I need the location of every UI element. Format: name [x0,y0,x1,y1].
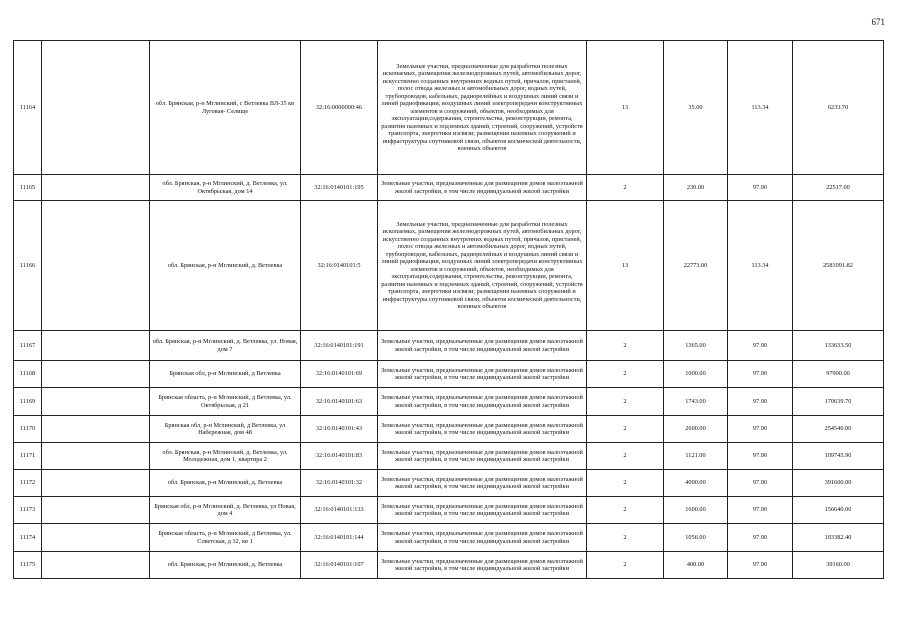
cadastral-value-cell: 170639.70 [793,388,884,416]
land-purpose-cell: Земельные участки, предназначенные для разработки полезных ископаемых, размещения железнодорожных путей, автомобильных дорог, искусственно созданных внутренних водных путей, причалов, пристаней, полос отвода железных и автомобильных дорог, водных путей, трубопроводов, кабельных, радиорелейных и воздушных линий связи и линий радиофикации, воздушных линий электропередачи конструктивных элементов и сооружений, объектов, необходимых для эксплуатации,содержания, строительства, реконструкции, ремонта, развития наземных и подземных зданий, строений, сооружений, устройств транспорта, энергетики изсвязи; размещения наземных сооружений и инфраструктуры спутниковой связи, объектов космической деятельности, военных объектов [378,201,587,331]
cadastral-number-cell: 32:16:0140101:69 [301,361,378,388]
row-number: 11167 [14,331,42,361]
blank-cell [42,201,150,331]
cadastral-number-cell: 32:16:0140101:43 [301,416,378,443]
cadastral-number-cell: 32:16:0140101:63 [301,388,378,416]
group-cell: 2 [587,331,664,361]
area-cell: 230.00 [664,175,728,201]
cadastral-number-cell: 32:16:0140101:133 [301,497,378,524]
cadastral-value-cell: 109745.90 [793,443,884,470]
cadastral-value-cell: 254540.00 [793,416,884,443]
blank-cell [42,552,150,579]
row-number: 11169 [14,388,42,416]
blank-cell [42,331,150,361]
cadastral-value-cell: 103382.40 [793,524,884,552]
cadastral-value-cell: 6233.70 [793,41,884,175]
table-row [14,201,884,331]
land-purpose-cell: Земельные участки, предназначенные для размещения домов малоэтажной жилой застройки, в том числе индивидуальной жилой застройки [378,524,587,552]
table-row [14,41,884,175]
row-number: 11166 [14,201,42,331]
area-cell: 400.00 [664,552,728,579]
address-cell: Брянская обл, р-н Мглинский, д. Ветлевка, ул Новая, дом 4 [150,497,301,524]
group-cell: 2 [587,443,664,470]
land-purpose-cell: Земельные участки, предназначенные для размещения домов малоэтажной жилой застройки, в том числе индивидуальной жилой застройки [378,388,587,416]
group-cell: 2 [587,388,664,416]
rate-cell: 97.90 [728,524,793,552]
cadastral-value-cell: 39160.00 [793,552,884,579]
area-cell: 1056.00 [664,524,728,552]
blank-cell [42,388,150,416]
address-cell: обл. Брянская, р-н Мглинский, д. Ветлевка [150,470,301,497]
area-cell: 22773.00 [664,201,728,331]
cadastral-number-cell: 32:16:0140101:107 [301,552,378,579]
row-number: 11170 [14,416,42,443]
area-cell: 4000.00 [664,470,728,497]
page-number: 671 [871,17,885,27]
row-number: 11164 [14,41,42,175]
land-purpose-cell: Земельные участки, предназначенные для размещения домов малоэтажной жилой застройки, в том числе индивидуальной жилой застройки [378,331,587,361]
rate-cell: 97.90 [728,175,793,201]
table-row [14,331,884,361]
table-row [14,470,884,497]
blank-cell [42,497,150,524]
group-cell: 2 [587,552,664,579]
blank-cell [42,361,150,388]
rate-cell: 97.90 [728,331,793,361]
cadastral-number-cell: 32:16:0140101:5 [301,201,378,331]
address-cell: Брянская область, р-н Мглинский, д Ветлевка, ул. Октябрьская, д 21 [150,388,301,416]
area-cell: 35.00 [664,41,728,175]
land-purpose-cell: Земельные участки, предназначенные для разработки полезных ископаемых, размещения железнодорожных путей, автомобильных дорог, искусственно созданных внутренних водных путей, причалов, пристаней, полос отвода железных и автомобильных дорог, водных путей, трубопроводов, кабельных, радиорелейных и воздушных линий связи и линий радиофикации, воздушных линий электропередачи конструктивных элементов и сооружений, объектов, необходимых для эксплуатации,содержания, строительства, реконструкции, ремонта, развития наземных и подземных зданий, строений, сооружений, устройств транспорта, энергетики изсвязи; размещения наземных сооружений и инфраструктуры спутниковой связи, объектов космической деятельности, военных объектов [378,41,587,175]
address-cell: обл. Брянская, р-н Мглинский, с Ветлевка ВЛ-35 кв Луговая- Селище [150,41,301,175]
address-cell: Брянская обл, р-н Мглинский, д Ветлевка, ул Набережная, дом 48 [150,416,301,443]
table-row [14,443,884,470]
area-cell: 1365.00 [664,331,728,361]
land-registry-table [13,40,884,579]
row-number: 11173 [14,497,42,524]
rate-cell: 97.90 [728,470,793,497]
land-purpose-cell: Земельные участки, предназначенные для размещения домов малоэтажной жилой застройки, в том числе индивидуальной жилой застройки [378,416,587,443]
table-row [14,524,884,552]
address-cell: обл. Брянская, р-н Мглинский, д. Ветлевка, ул. Молодежная, дом 1, квартира 2 [150,443,301,470]
rate-cell: 113.34 [728,41,793,175]
cadastral-value-cell: 22517.00 [793,175,884,201]
rate-cell: 97.90 [728,416,793,443]
cadastral-number-cell: 32:16:0140101:83 [301,443,378,470]
row-number: 11168 [14,361,42,388]
table-row [14,416,884,443]
area-cell: 1000.00 [664,361,728,388]
cadastral-number-cell: 32:16:0140101:32 [301,470,378,497]
cadastral-value-cell: 133633.50 [793,331,884,361]
area-cell: 2600.00 [664,416,728,443]
cadastral-value-cell: 2581091.82 [793,201,884,331]
rate-cell: 113.34 [728,201,793,331]
table-row [14,361,884,388]
blank-cell [42,416,150,443]
group-cell: 13 [587,201,664,331]
table-row [14,497,884,524]
rate-cell: 97.90 [728,443,793,470]
table-body [14,41,884,579]
cadastral-value-cell: 391600.00 [793,470,884,497]
address-cell: обл. Брянская, р-н Мглинский, д. Ветлевка, ул. Октябрьская, дом 14 [150,175,301,201]
table-row [14,388,884,416]
row-number: 11171 [14,443,42,470]
address-cell: обл. Брянская, р-н Мглинский, д. Ветлевка [150,201,301,331]
rate-cell: 97.90 [728,388,793,416]
cadastral-value-cell: 97900.00 [793,361,884,388]
table-row [14,552,884,579]
group-cell: 2 [587,175,664,201]
land-purpose-cell: Земельные участки, предназначенные для размещения домов малоэтажной жилой застройки, в том числе индивидуальной жилой застройки [378,552,587,579]
address-cell: Брянская обл, р-н Мглинский, д Ветлевка [150,361,301,388]
group-cell: 2 [587,497,664,524]
rate-cell: 97.90 [728,552,793,579]
cadastral-number-cell: 32:16:0140101:195 [301,175,378,201]
group-cell: 2 [587,524,664,552]
land-purpose-cell: Земельные участки, предназначенные для размещения домов малоэтажной жилой застройки, в том числе индивидуальной жилой застройки [378,470,587,497]
cadastral-number-cell: 32:16:0140101:144 [301,524,378,552]
land-purpose-cell: Земельные участки, предназначенные для размещения домов малоэтажной жилой застройки, в том числе индивидуальной жилой застройки [378,443,587,470]
cadastral-number-cell: 32:16:0140101:191 [301,331,378,361]
rate-cell: 97.90 [728,497,793,524]
blank-cell [42,41,150,175]
cadastral-value-cell: 156640.00 [793,497,884,524]
cadastral-number-cell: 32:16:0000000:46 [301,41,378,175]
land-purpose-cell: Земельные участки, предназначенные для размещения домов малоэтажной жилой застройки, в том числе индивидуальной жилой застройки [378,497,587,524]
blank-cell [42,470,150,497]
address-cell: обл. Брянская, р-н Мглинский, д. Ветлевка [150,552,301,579]
row-number: 11172 [14,470,42,497]
address-cell: обл. Брянская, р-н Мглинский, д. Ветлевка, ул. Новая, дом 7 [150,331,301,361]
rate-cell: 97.90 [728,361,793,388]
row-number: 11175 [14,552,42,579]
row-number: 11165 [14,175,42,201]
group-cell: 2 [587,470,664,497]
row-number: 11174 [14,524,42,552]
table-row [14,175,884,201]
land-purpose-cell: Земельные участки, предназначенные для размещения домов малоэтажной жилой застройки, в том числе индивидуальной жилой застройки [378,175,587,201]
land-purpose-cell: Земельные участки, предназначенные для размещения домов малоэтажной жилой застройки, в том числе индивидуальной жилой застройки [378,361,587,388]
address-cell: Брянская область, р-н Мглинский, д Ветлевка, ул. Советская, д 32, кв 1 [150,524,301,552]
area-cell: 1600.00 [664,497,728,524]
group-cell: 2 [587,361,664,388]
area-cell: 1121.00 [664,443,728,470]
blank-cell [42,175,150,201]
group-cell: 13 [587,41,664,175]
group-cell: 2 [587,416,664,443]
blank-cell [42,443,150,470]
area-cell: 1743.00 [664,388,728,416]
blank-cell [42,524,150,552]
